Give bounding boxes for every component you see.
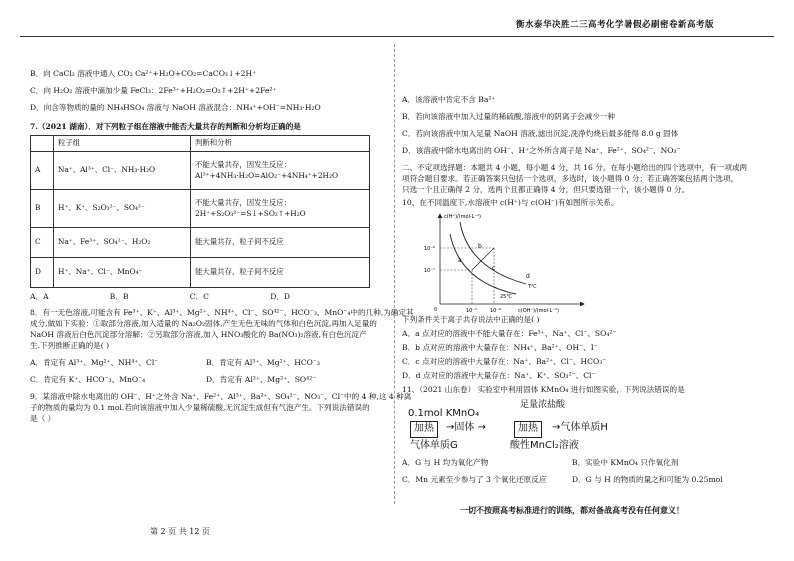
x-tick: 10⁻⁷ [466,308,478,314]
q9-option-d: D．该溶液中除水电离出的 OH⁻、H⁺之外所含离子是 Na⁺、Fe²⁺、SO₄²⁻、NO₃⁻ [402,146,681,155]
y-axis-label: c(H⁺)/(mol·L⁻¹) [444,214,481,220]
row-equation: 2H⁺+S₂O₃²⁻=S↓+SO₂↑+H₂O [195,208,306,218]
q10-option-b: B．b 点对应的溶液中大量存在：NH₄⁺、Ba²⁺、OH⁻、I⁻ [402,343,598,352]
flow-solid: →固体 → [446,422,486,433]
flow-gas-g: 气体单质G [410,440,458,451]
q9-stem-line: 子的物质的量均为 0.1 mol.若向该溶液中加入少量稀硫酸,无沉淀生成但有气泡产生。下列说法错误的 [30,403,370,412]
q10-subprompt: 下列条件关于离子共存说法中正确的是( ) [402,315,540,324]
table-head-particles: 粒子组 [54,136,191,152]
q8-option-b: B．肯定有 Al³⁺、Mg²⁺、HCO⁻₃ [206,358,320,367]
q10-option-d: D．d 点对应的溶液中大量存在：Na⁺、K⁺、SO₃²⁻、Cl⁻ [402,371,596,380]
row-particles: H⁺、K⁺、S₂O₃²⁻、SO₄²⁻ [54,190,191,228]
table-row [31,228,370,258]
curve-25c [450,234,516,294]
row-particles: Na⁺、Fe³⁺、SO₄²⁻、H₂O₂ [54,228,191,258]
q8-option-d: D．肯定有 Al³⁺、Mg²⁺、SO⁴²⁻ [206,375,317,384]
point-b: b [478,243,482,250]
table-row [31,152,370,190]
q10-stem: 10、在不同温度下,水溶液中 c(H⁺)与 c(OH⁻)有如图所示关系。 [402,198,619,207]
q9-option-b: B．若向该溶液中加入过量的稀硫酸,溶液中的阴离子会减少一种 [402,112,616,121]
flow-start: 0.1mol KMnO₄ [408,408,480,419]
y-tick: 10⁻⁷ [424,268,436,274]
q8-stem-line: 8．有一无色溶液,可能含有 Fe³⁺、K⁺、Al³⁺、Mg²⁺、NH⁴⁺、Cl⁻、SO⁴²⁻、HCO⁻₃、MnO⁻₄中的几种,为确定其 [30,308,414,317]
origin-label: 0 [434,307,438,313]
q8-options-row1 [30,357,382,368]
row-key: A [31,152,54,190]
q7-option-c: C．C [189,292,209,301]
q9-option-c: C．若向该溶液中加入足量 NaOH 溶液,滤出沉淀,洗净灼烧后最多能得 8.0 g 固体 [402,129,679,138]
curve-label-t: T℃ [528,284,537,290]
table-row [31,190,370,228]
row-judgement: 不能大量共存，因发生反应： [195,197,292,207]
q9-option-a: A．该溶液中肯定不含 Ba²⁺ [402,95,496,104]
right-column [402,44,772,485]
flow-gas-h: →气体单质H [552,422,608,433]
curve-label-25c: 25℃ [500,294,512,300]
q7-stem: 7.（2021 湖南）．对下列粒子组在溶液中能否大量共存的判断和分析均正确的是 [30,122,301,131]
q7-option-b: B．B [109,292,129,301]
q10-option-a: A．a 点对应的溶液中不能大量存在：Fe³⁺、Na⁺、Cl⁻、SO₄²⁻ [402,329,617,338]
q9-stem-line: 是（ ） [30,414,56,423]
row-particles: Na⁺、Al³⁺、Cl⁻、NH₃·H₂O [54,152,191,190]
section2-intro: 项符合题目要求。若正确答案只包括一个选项，多选时，该小题得 0 分；若正确答案包括两个选项， [402,174,739,183]
q8-option-a: A．肯定有 Al³⁺、Mg²⁺、NH⁴⁺、Cl⁻ [30,358,159,367]
q8-stem-line: 成分,做如下实验：①取部分溶液,加入适量的 Na₂O₂固体,产生无色无味的气体和白色沉淀,再加入足量的 [30,319,377,328]
q8-stem-line: NaOH 溶液后白色沉淀部分溶解；②另取部分溶液,加入 HNO₃酸化的 Ba(NO₃)₂溶液,有白色沉淀产 [30,330,367,339]
flow-reagent: 足量浓盐酸 [520,400,566,410]
page-number: 第 2 页 共 12 页 [150,527,210,536]
q6-option-d: D．向含等物质的量的 NH₄HSO₄ 溶液与 NaOH 溶液混合：NH₄⁺+OH⁻=NH₃·H₂O [30,103,321,112]
section2-intro: 只选一个且正确得 2 分，选两个且都正确得 4 分，但只要选错一个，该小题得 0 分。 [402,185,690,194]
q11-option-a: A．G 与 H 均为氧化产物 [402,458,489,467]
point-d: d [526,273,530,280]
q7-option-a: A．A [30,292,49,301]
row-particles: H⁺、Na⁺、Cl⁻、MnO₄⁻ [54,258,191,288]
row-equation: Al³⁺+4NH₃·H₂O=AlO₂⁻+4NH₄⁺+2H₂O [195,170,338,180]
row-key: C [31,228,54,258]
q11-option-b: B．实验中 KMnO₄ 只作氧化剂 [572,458,679,467]
table-row [31,258,370,288]
q6-option-c: C．向 H₂O₂ 溶液中滴加少量 FeCl₃：2Fe³⁺+H₂O₂=O₂↑+2H⁺+2Fe²⁺ [30,86,277,95]
q11-flowchart [402,399,772,455]
q6-option-b: B．向 CaCl₂ 溶液中通入 CO₂ Ca²⁺+H₂O+CO₂=CaCO₃↓+2H⁺ [30,69,257,78]
column-divider [394,44,395,504]
row-judgement: 能大量共存，粒子间不反应 [191,228,370,258]
q8-option-c: C．肯定有 K⁺、HCO⁻₃、MnO⁻₄ [30,375,146,384]
point-a: a [458,257,462,264]
row-judgement: 能大量共存，粒子间不反应 [191,258,370,288]
curve-t [460,222,526,284]
q11-stem: 11、（2021 山东卷） 实验室中利用固体 KMnO₄ 进行如图实验，下列说法错误的是 [402,385,685,394]
diagonal-line [472,248,494,270]
flow-heat-box: 加热 [514,421,542,438]
q11-option-c: C．Mn 元素至少参与了 3 个氧化还原反应 [402,475,547,484]
page-motto: 一切不按照高考标准进行的训练，都对备战高考没有任何意义！ [460,505,684,515]
y-tick: 10⁻⁶ [424,246,436,252]
q7-table [30,135,370,288]
q7-options [30,291,290,302]
q11-options-row1 [402,457,772,468]
q8-options-row2 [30,374,382,385]
q7-option-d: D．D [270,292,290,301]
table-head-analysis: 判断和分析 [191,136,370,152]
page-header [20,14,774,37]
q8-stem-line: 生.下列推断正确的是( ) [30,341,110,350]
row-judgement: 不能大量共存，因发生反应： [195,159,292,169]
row-key: D [31,258,54,288]
table-head-blank [31,136,54,152]
q11-option-d: D．G 与 H 的物质的量之和可能为 0.25mol [572,475,723,484]
flow-solution: 酸性MnCl₂溶液 [510,440,579,451]
left-column [30,44,414,424]
header-title: 衡水泰华决胜二三高考化学暑假必刷密卷新高考版 [515,20,714,30]
x-tick: 10⁻⁶ [490,308,502,314]
row-key: B [31,190,54,228]
q10-option-c: C．c 点对应的溶液中大量存在：Na⁺、Ba²⁺、Cl⁻、HCO₃⁻ [402,357,607,366]
flow-heat-box: 加热 [410,421,438,438]
q10-graph [408,208,588,314]
point-c: c [492,265,496,272]
q9-stem-line: 9．某溶液中除水电离出的 OH⁻、H⁺之外含 Na⁺、Fe²⁺、Al³⁺、Ba²⁺、SO₄²⁻、NO₃⁻、Cl⁻中的 4 种,这 4 种离 [30,392,412,401]
q11-options-row2 [402,474,772,485]
x-axis-label: c(OH⁻)/(mol·L⁻¹) [518,308,559,314]
section2-intro: 二、不定项选择题：本题共 4 小题，每小题 4 分，共 16 分。在每小题给出的四个选项中，有一项或两 [402,163,748,172]
